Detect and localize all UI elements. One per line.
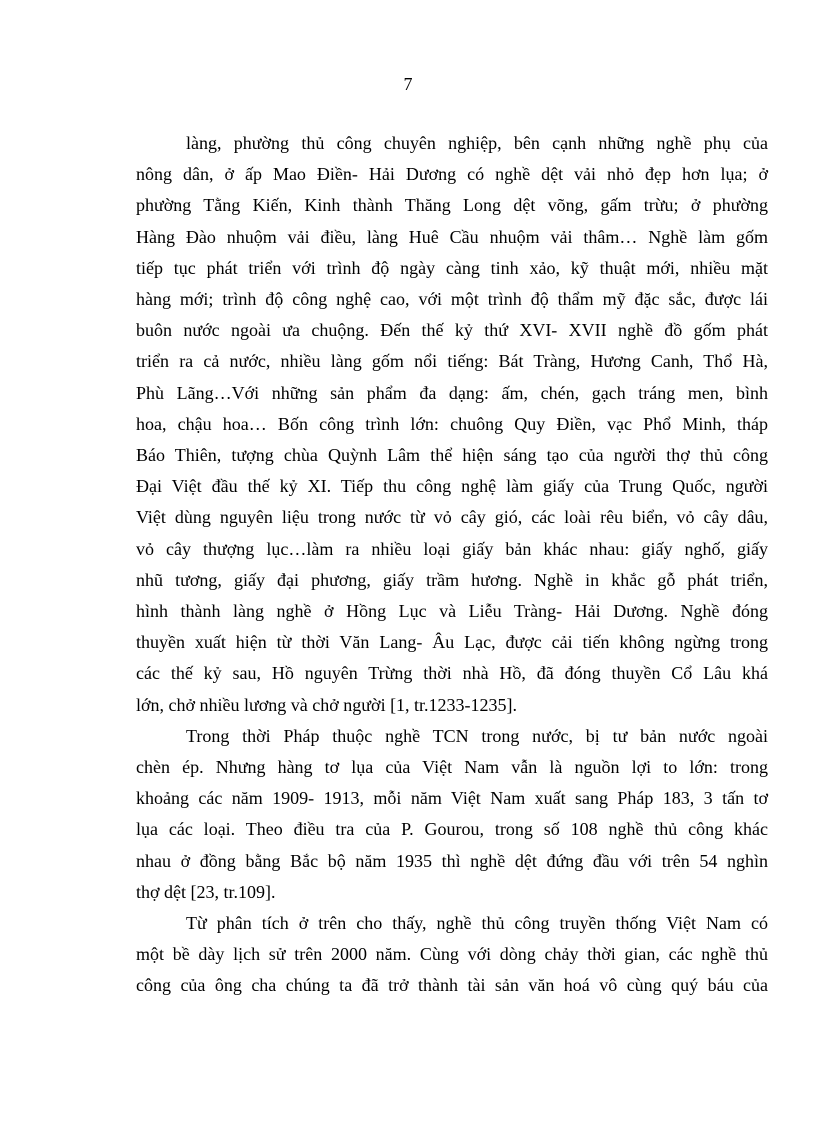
text-line: chèn ép. Nhưng hàng tơ lụa của Việt Nam vẫn là nguồn lợi to lớn: trong bbox=[136, 757, 768, 778]
text-line: thuyền xuất hiện từ thời Văn Lang- Âu Lạc, được cải tiến không ngừng trong bbox=[136, 632, 768, 653]
text-line: Hàng Đào nhuộm vải điều, làng Huê Cầu nhuộm vải thâm… Nghề làm gốm bbox=[136, 226, 768, 247]
text-line: phường Tằng Kiến, Kinh thành Thăng Long dệt võng, gấm trừu; ở phường bbox=[136, 195, 768, 216]
text-line: làng, phường thủ công chuyên nghiệp, bên cạnh những nghề phụ của bbox=[186, 133, 768, 153]
text-line: khoảng các năm 1909- 1913, mỗi năm Việt Nam xuất sang Pháp 183, 3 tấn tơ bbox=[136, 788, 768, 809]
text-line: nông dân, ở ấp Mao Điền- Hải Dương có nghề dệt vải nhỏ đẹp hơn lụa; ở bbox=[136, 164, 768, 185]
page-number: 7 bbox=[403, 74, 413, 94]
text-line: Việt dùng nguyên liệu trong nước từ vỏ cây gió, các loài rêu biển, vỏ cây dâu, bbox=[136, 507, 768, 528]
text-line: thợ dệt [23, tr.109]. bbox=[136, 881, 276, 902]
text-line: buôn nước ngoài ưa chuộng. Đến thế kỷ thứ XVI- XVII nghề đồ gốm phát bbox=[136, 320, 768, 341]
text-line: lụa các loại. Theo điều tra của P. Gourou, trong số 108 nghề thủ công khác bbox=[136, 819, 768, 840]
text-line: triển ra cả nước, nhiều làng gốm nổi tiếng: Bát Tràng, Hương Canh, Thổ Hà, bbox=[136, 351, 768, 372]
text-line: hình thành làng nghề ở Hồng Lục và Liễu Tràng- Hải Dương. Nghề đóng bbox=[136, 601, 768, 622]
text-line: vỏ cây thượng lục…làm ra nhiều loại giấy bản khác nhau: giấy nghố, giấy bbox=[136, 538, 768, 559]
text-line: các thế kỷ sau, Hồ nguyên Trừng thời nhà Hồ, đã đóng thuyền Cổ Lâu khá bbox=[136, 663, 768, 684]
text-line: nhau ở đồng bằng Bắc bộ năm 1935 thì nghề dệt đứng đầu với trên 54 nghìn bbox=[136, 850, 768, 871]
paragraph-2 bbox=[136, 721, 768, 908]
body-text bbox=[136, 128, 768, 1002]
text-line: Phù Lãng…Với những sản phẩm đa dạng: ấm, chén, gạch tráng men, bình bbox=[136, 382, 768, 403]
paragraph-3 bbox=[136, 908, 768, 1002]
text-line: Trong thời Pháp thuộc nghề TCN trong nước, bị tư bản nước ngoài bbox=[186, 725, 768, 746]
text-line: Đại Việt đầu thế kỷ XI. Tiếp thu công nghệ làm giấy của Trung Quốc, người bbox=[136, 476, 768, 497]
text-line: hàng mới; trình độ công nghệ cao, với một trình độ thẩm mỹ đặc sắc, được lái bbox=[136, 289, 768, 310]
text-line: công của ông cha chúng ta đã trở thành tài sản văn hoá vô cùng quý báu của bbox=[136, 975, 768, 996]
text-line: Từ phân tích ở trên cho thấy, nghề thủ công truyền thống Việt Nam có bbox=[186, 913, 768, 934]
text-line: nhũ tương, giấy đại phương, giấy trầm hương. Nghề in khắc gỗ phát triển, bbox=[136, 569, 768, 590]
text-line: tiếp tục phát triển với trình độ ngày càng tinh xảo, kỹ thuật mới, nhiều mặt bbox=[136, 257, 768, 278]
text-line: hoa, chậu hoa… Bốn công trình lớn: chuông Quy Điền, vạc Phổ Minh, tháp bbox=[136, 413, 768, 434]
text-line: một bề dày lịch sử trên 2000 năm. Cùng với dòng chảy thời gian, các nghề thủ bbox=[136, 944, 768, 965]
text-line: lớn, chở nhiều lương và chở người [1, tr.1233-1235]. bbox=[136, 694, 518, 715]
text-line: Báo Thiên, tượng chùa Quỳnh Lâm thể hiện sáng tạo của người thợ thủ công bbox=[136, 445, 768, 466]
paragraph-1 bbox=[136, 128, 768, 721]
